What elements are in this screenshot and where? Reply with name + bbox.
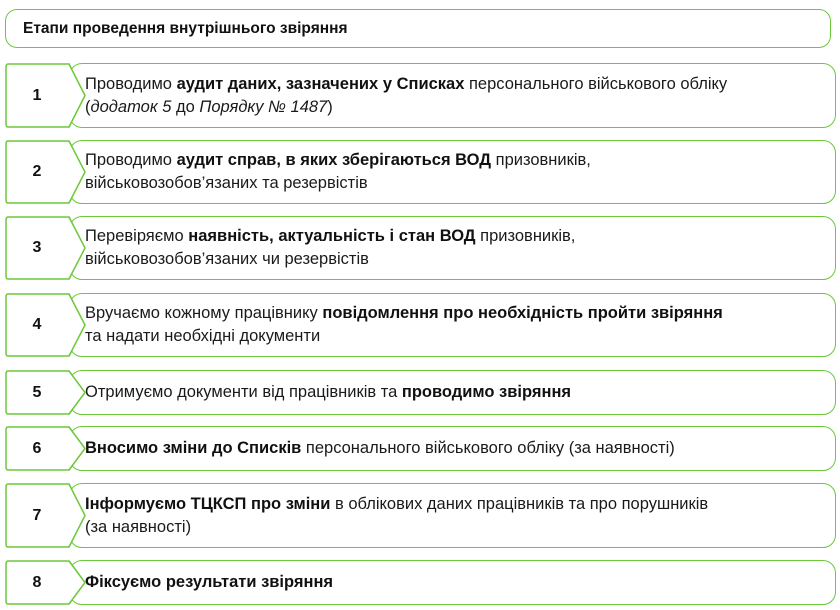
- chevron-shape: [69, 294, 85, 356]
- chevron-icon: [69, 483, 89, 548]
- header-title: Етапи проведення внутрішнього звіряння: [5, 9, 831, 48]
- step-number: 2: [32, 163, 42, 180]
- step-text-box: [69, 140, 836, 204]
- chevron-shape: [69, 484, 85, 547]
- step-number: 1: [32, 86, 42, 104]
- chevron-shape: [69, 64, 85, 127]
- chevron-icon: [69, 216, 89, 280]
- step-6: [5, 426, 836, 471]
- step-text: Вручаємо кожному працівнику повідомлення про необхідність пройти звіряння та надати необхідні документи: [85, 304, 723, 345]
- step-number: 6: [32, 439, 42, 457]
- chevron-shape: [69, 217, 85, 279]
- step-text: Перевіряємо наявність, актуальність і стан ВОД призовників, військовозобов’язаних чи резервістів: [85, 227, 576, 268]
- chevron-shape: [69, 371, 85, 414]
- step-number: 8: [32, 573, 42, 591]
- step-text: Вносимо зміни до Списків персонального військового обліку (за наявності): [85, 439, 675, 457]
- step-text-box: [69, 370, 836, 415]
- chevron-icon: [69, 140, 89, 204]
- chevron-icon: [69, 63, 89, 128]
- step-3: [5, 216, 836, 280]
- chevron-icon: [69, 370, 89, 415]
- step-text: Інформуємо ТЦКСП про зміни в облікових даних працівників та про порушників (за наявності): [85, 494, 709, 536]
- step-text: Проводимо аудит справ, в яких зберігаються ВОД призовників, військовозобов’язаних та резервістів: [85, 151, 591, 192]
- step-text: Проводимо аудит даних, зазначених у Списках персонального військового обліку (додаток 5 до Порядку № 1487): [85, 74, 728, 116]
- chevron-shape: [69, 561, 85, 604]
- chevron-icon: [69, 426, 89, 471]
- step-text: Отримуємо документи від працівників та проводимо звіряння: [85, 383, 572, 401]
- step-4: [5, 293, 836, 357]
- step-number: 3: [32, 239, 42, 256]
- step-8: [5, 560, 836, 605]
- step-1: [5, 63, 836, 128]
- step-text-box: [69, 216, 836, 280]
- step-number: 7: [32, 506, 42, 524]
- step-text: Фіксуємо результати звіряння: [85, 573, 334, 591]
- step-text-box: [69, 483, 836, 548]
- step-7: [5, 483, 836, 548]
- chevron-shape: [69, 427, 85, 470]
- chevron-shape: [69, 141, 85, 203]
- chevron-icon: [69, 560, 89, 605]
- chevron-icon: [69, 293, 89, 357]
- step-text-box: [69, 426, 836, 471]
- step-text-box: [69, 560, 836, 605]
- step-text-box: [69, 63, 836, 128]
- step-2: [5, 140, 836, 204]
- step-number: 5: [32, 383, 42, 401]
- step-5: [5, 370, 836, 415]
- step-text-box: [69, 293, 836, 357]
- step-number: 4: [32, 316, 42, 333]
